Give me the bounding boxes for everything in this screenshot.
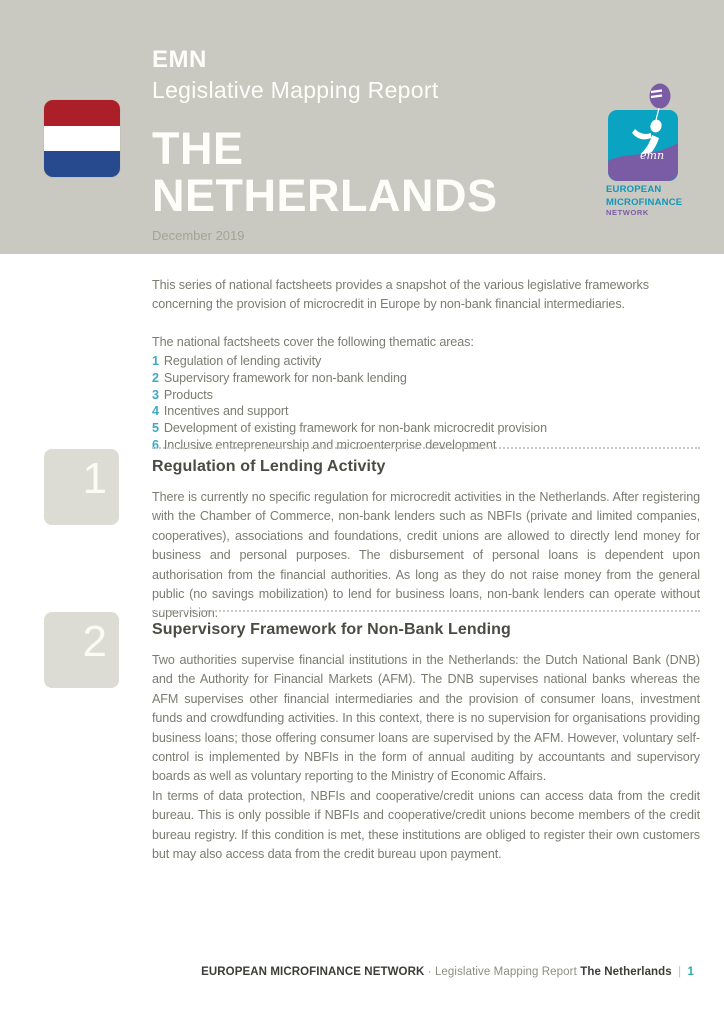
- thematic-list-intro: The national factsheets cover the following thematic areas:: [152, 335, 474, 349]
- flag-white-stripe: [44, 126, 120, 151]
- page-title-line2: NETHERLANDS: [152, 170, 498, 221]
- footer-org: EUROPEAN MICROFINANCE NETWORK: [201, 966, 425, 978]
- thematic-list: [152, 353, 708, 454]
- list-item: [152, 370, 708, 387]
- list-item: [152, 420, 708, 437]
- list-item-number: 2: [152, 370, 159, 385]
- dotted-divider: [152, 447, 700, 449]
- brand-name: EMN: [152, 46, 207, 73]
- page-number: 1: [687, 966, 694, 978]
- logo-script-text: emn: [640, 149, 665, 162]
- section-paragraph: There is currently no specific regulation for microcredit activities in the Netherlands. After registering with the Chamber of Commerce, non-bank lenders such as NBFIs (private and limited companies, cooperatives), associations and foundations, credit unions are allowed to directly lend money for business and personal purposes. The disbursement of personal loans is dependent upon authorisation from the financial authorities. As long as they do not raise money from the general public (no savings mobilization) to lend for business loans, non-bank lenders can operate without supervision.: [152, 490, 700, 621]
- list-item-number: 3: [152, 387, 159, 402]
- section-title: Supervisory Framework for Non-Bank Lending: [152, 621, 511, 638]
- list-item-label: Inclusive entrepreneurship and microenterprise development: [163, 437, 497, 452]
- section-body: [152, 488, 700, 624]
- list-item-label: Incentives and support: [163, 404, 289, 419]
- section-content: [152, 445, 700, 624]
- emn-logo: [606, 83, 698, 218]
- emn-logo-graphic: [606, 83, 680, 183]
- logo-text-microfinance: MICROFINANCE: [606, 196, 683, 208]
- list-item-number: 1: [152, 354, 159, 368]
- page-title-line1: THE: [152, 123, 244, 174]
- dotted-divider: [152, 610, 700, 612]
- footer-separator: ·: [427, 966, 432, 978]
- section-paragraph: In terms of data protection, NBFIs and cooperative/credit unions can access data from the credit bureau. This is only possible if NBFIs and cooperative/credit unions become members of the credit bureau registry. If this condition is met, these institutions are obliged to register their own customers but may also access data from the credit bureau upon payment.: [152, 788, 700, 862]
- list-item-label: Products: [163, 387, 213, 402]
- section-content: [152, 608, 700, 864]
- flag-red-stripe: [44, 100, 120, 126]
- flag-blue-stripe: [44, 151, 120, 177]
- section-number-box: 2: [44, 612, 119, 688]
- list-item-label: Regulation of lending activity: [163, 354, 322, 368]
- header-band: [0, 0, 724, 254]
- list-item: [152, 403, 708, 420]
- footer-divider: |: [678, 966, 682, 978]
- page-footer: [201, 966, 694, 978]
- intro-paragraph: This series of national factsheets provides a snapshot of the various legislative frameworks concerning the provision of microcredit in Europe by non-bank financial intermediaries.: [152, 278, 649, 311]
- section-body: [152, 651, 700, 864]
- footer-report-label: Legislative Mapping Report: [434, 966, 577, 978]
- list-item-label: Development of existing framework for non-bank microcredit provision: [163, 421, 547, 436]
- list-item-number: 5: [152, 421, 159, 436]
- logo-text-european: EUROPEAN: [606, 184, 662, 195]
- report-date: December 2019: [152, 228, 245, 243]
- header-text-block: [152, 46, 498, 243]
- report-subtitle: Legislative Mapping Report: [152, 77, 439, 103]
- list-item-number: 4: [152, 404, 159, 419]
- list-item-number: 6: [152, 437, 159, 452]
- section-number-box: 1: [44, 449, 119, 525]
- intro-block: [152, 276, 708, 454]
- section-title: Regulation of Lending Activity: [152, 458, 386, 475]
- logo-text-network: NETWORK: [606, 208, 649, 217]
- section-paragraph: Two authorities supervise financial institutions in the Netherlands: the Dutch National Bank (DNB) and the Authority for Financial Markets (AFM). The DNB supervises national banks whereas the AFM supervises other financial intermediaries and the provision of consumer loans, investment funds and crowdfunding activities. In this context, there is no supervision for organisations providing business loans; those offering consumer loans are supervised by the AFM. However, voluntary self-control is implemented by NBFIs in the form of annual auditing by accountants and supervisory boards as well as voluntary reporting to the Ministry of Economic Affairs.: [152, 653, 700, 784]
- list-item: [152, 387, 708, 404]
- page-title: [152, 125, 498, 219]
- netherlands-flag: [44, 100, 120, 177]
- list-item-label: Supervisory framework for non-bank lending: [163, 370, 407, 385]
- list-item: [152, 353, 708, 370]
- footer-country: The Netherlands: [580, 966, 672, 978]
